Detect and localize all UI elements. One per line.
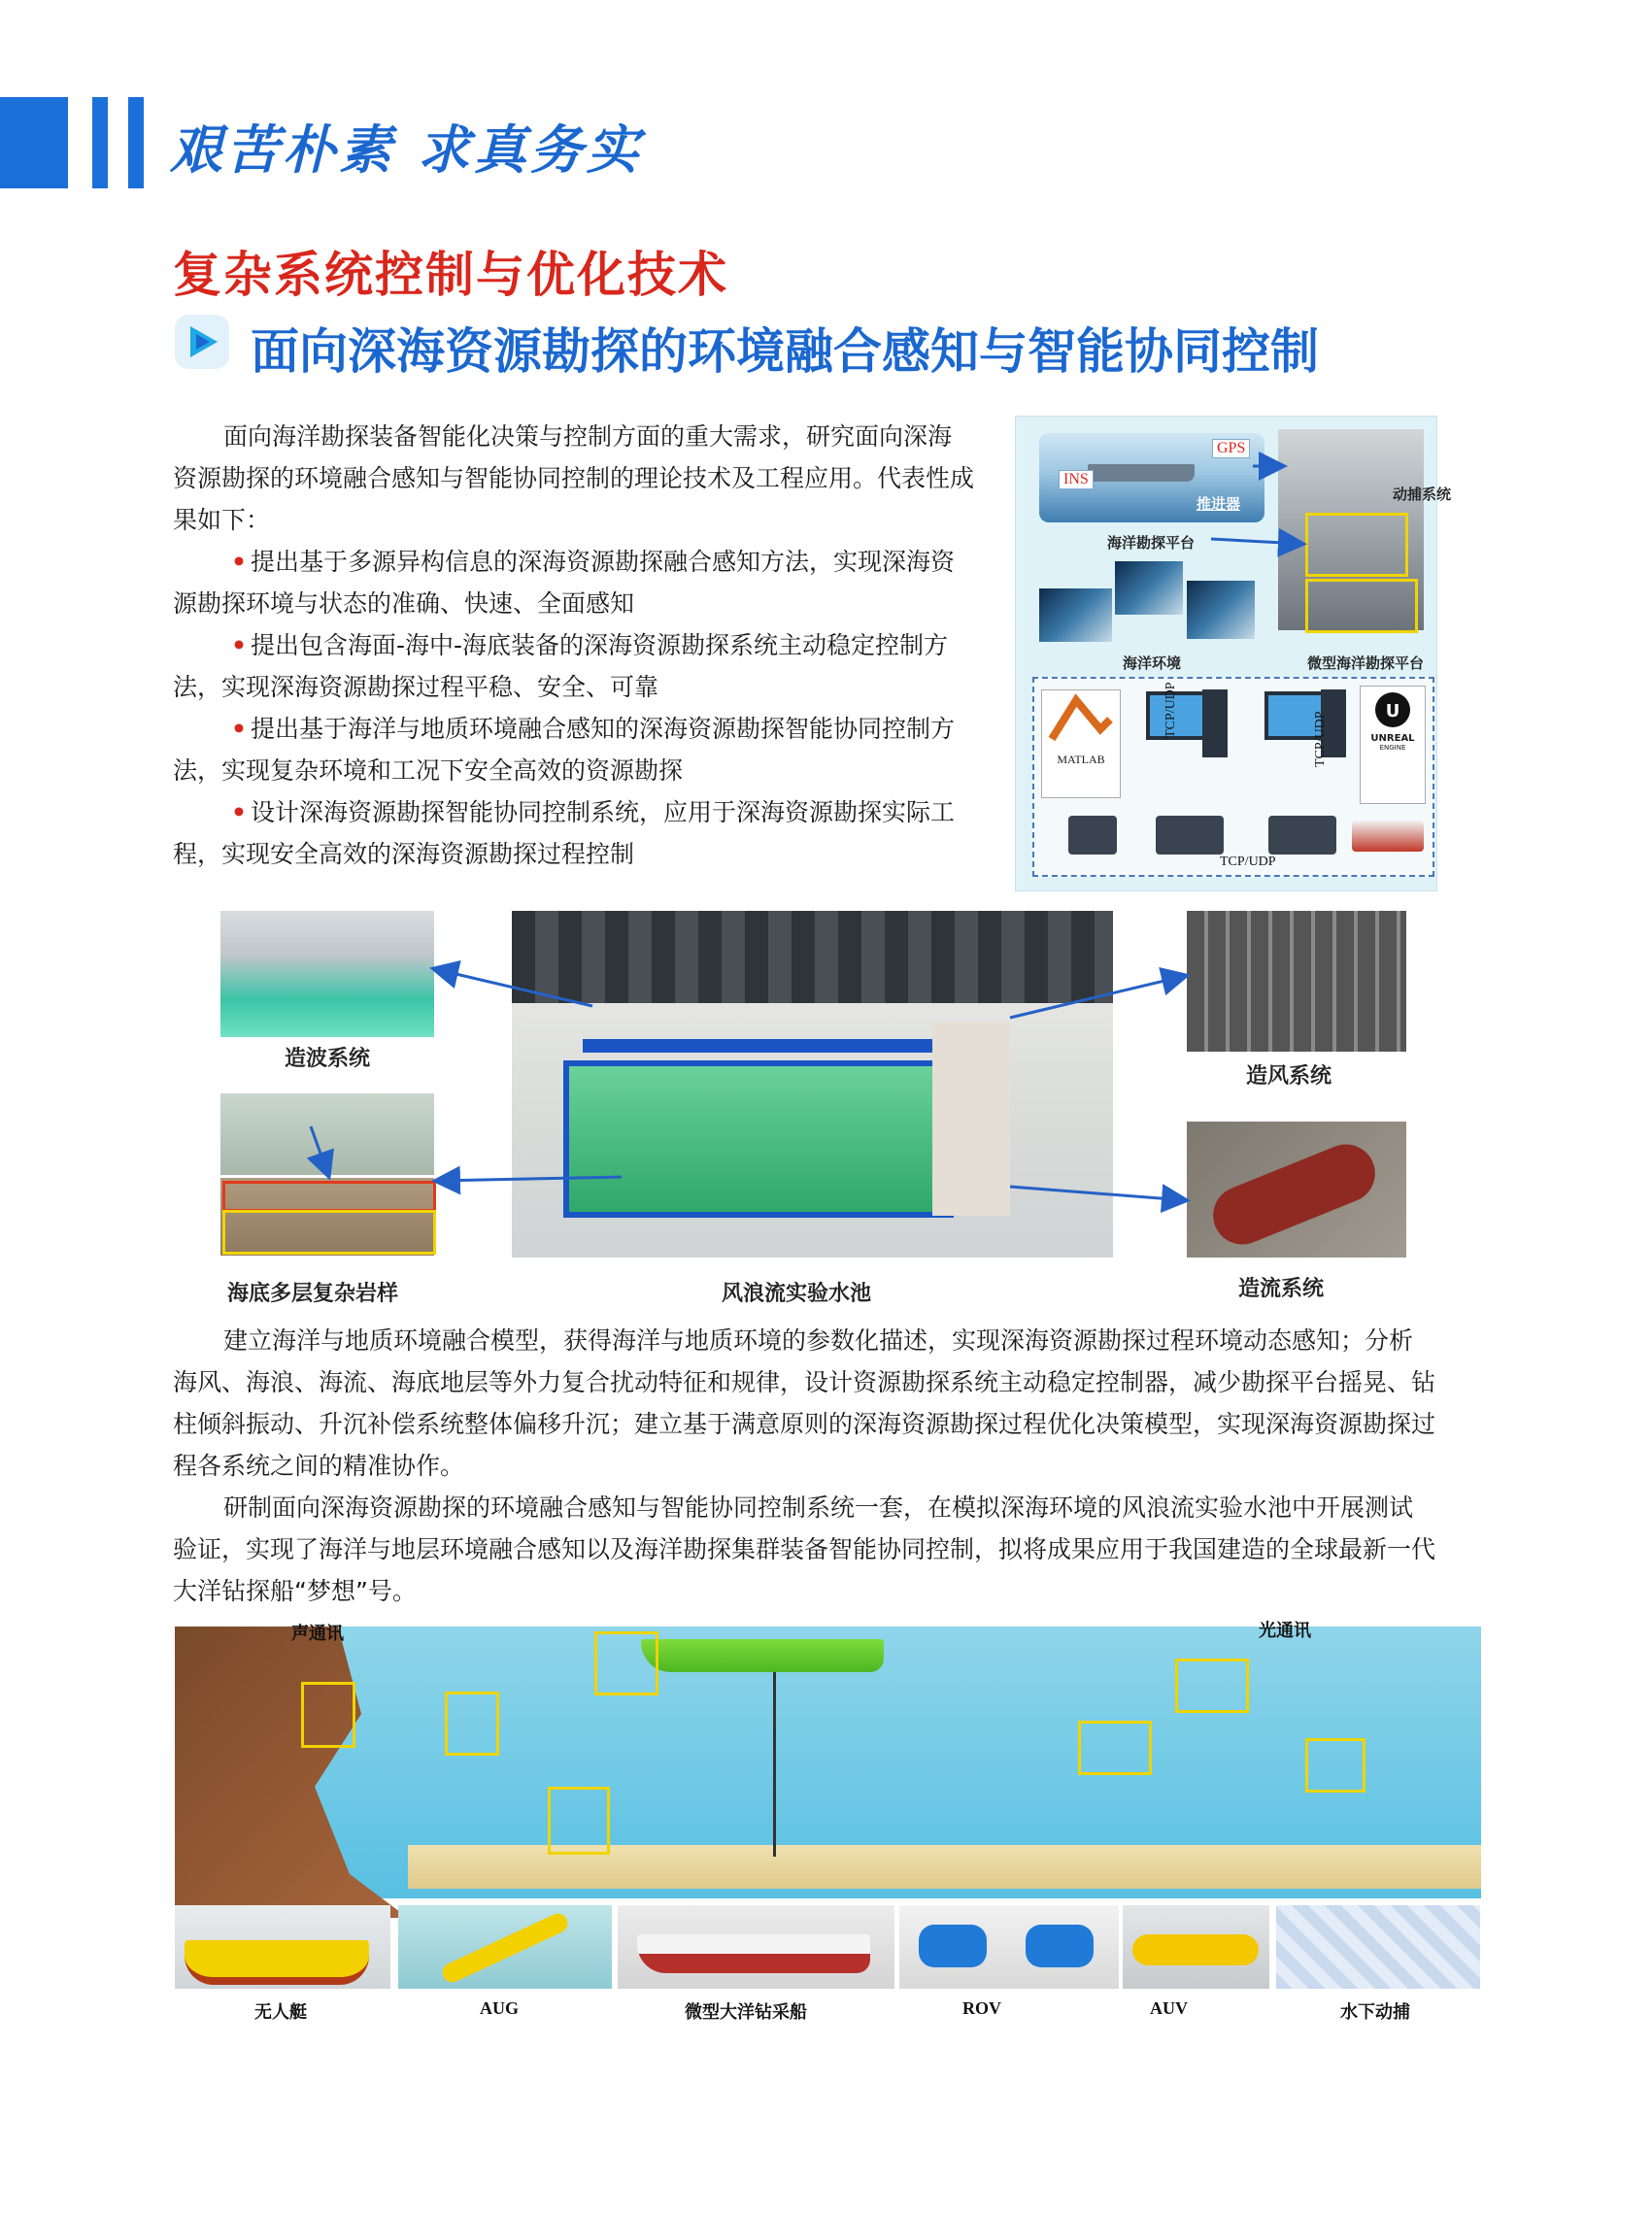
bullet-dot-icon: • [231,631,247,659]
wave-system-caption: 造波系统 [285,1047,371,1071]
intro-paragraph: 面向海洋勘探装备智能化决策与控制方面的重大需求，研究面向深海资源勘探的环境融合感知与智能协同控制的理论技术及工程应用。代表性成果如下： [173,422,975,534]
pool-caption: 风浪流实验水池 [722,1282,872,1306]
sensor-highlight-box [1305,1738,1365,1793]
flow-system-caption: 造流系统 [1238,1277,1325,1301]
gps-tag: GPS [1212,439,1250,458]
propeller-label: 推进器 [1197,495,1241,513]
rock-sample-caption: 海底多层复杂岩样 [227,1282,399,1306]
sensor-highlight-box [301,1682,355,1748]
rov-photo [899,1905,1119,1989]
aug-label: AUG [480,1998,519,2018]
usv-label: 无人艇 [254,2002,307,2023]
drill-ship-model-label: 微型大洋钻采船 [685,2002,807,2023]
sensor-highlight-box [445,1692,499,1756]
underwater-mocap-label: 水下动捕 [1340,2002,1410,2023]
arrow-line [437,1177,622,1181]
usv-hull [185,1940,369,1985]
bullet-dot-icon: • [231,548,247,576]
sensor-highlight-box [1078,1721,1152,1775]
body-paragraph: 研制面向深海资源勘探的环境融合感知与智能协同控制系统一套，在模拟深海环境的风浪流实验水池中开展测试验证，实现了海洋与地层环境融合感知以及海洋勘探集群装备智能协同控制，拟将成果应用于我国建造的全球最新一代大洋钻探船“梦想”号。 [173,1493,1436,1605]
protocol-label: TCP/UDP [1163,682,1178,738]
bullet-dot-icon: • [231,798,247,826]
motion-capture-label: 动捕系统 [1393,486,1452,503]
sensor-highlight-box [1175,1659,1249,1713]
rov-label: ROV [962,1998,1001,2018]
drilling-ship-shape [641,1639,884,1672]
wind-system-caption: 造风系统 [1246,1064,1332,1089]
acoustic-comm-label: 声通讯 [291,1624,344,1644]
rov-float [1026,1925,1094,1967]
arrow-line [435,969,592,1006]
micro-platform-label: 微型海洋勘探平台 [1307,654,1425,672]
svg-text:U: U [1385,701,1400,721]
body-text [173,1320,1435,1612]
auv-label: AUV [1150,1998,1188,2018]
rov-float [919,1925,987,1967]
ship-model-hull [637,1934,870,1973]
sensor-highlight-box [548,1787,610,1855]
underwater-mocap-photo [1276,1905,1480,1989]
bullet-dot-icon: • [231,715,247,743]
unreal-engine-label: ENGINE [1379,744,1406,752]
usv-photo [175,1905,390,1989]
ocean-environment-label: 海洋环境 [1123,654,1182,672]
arrow-line [1211,539,1301,544]
auv-photo [1123,1905,1269,1989]
achievement-item: • 设计深海资源勘探智能协同控制系统，应用于深海资源勘探实际工程，实现安全高效的深海资源勘探过程控制 [173,798,955,868]
section-title: 复杂系统控制与优化技术 [173,247,728,303]
drill-string [773,1672,776,1857]
sensor-highlight-box [594,1631,658,1695]
protocol-label: TCP/UDP [1313,711,1328,767]
aug-photo [398,1905,612,1989]
ins-tag: INS [1059,470,1094,489]
unreal-label: UNREAL [1370,733,1415,744]
school-slogan: 艰苦朴素 求真务实 [170,118,643,181]
drill-ship-model-photo [618,1905,894,1989]
subsection-title: 面向深海资源勘探的环境融合感知与智能协同控制 [251,323,1319,380]
achievement-item: • 提出基于海洋与地质环境融合感知的深海资源勘探智能协同控制方法，实现复杂环境和工况下安全高效的资源勘探 [173,715,955,785]
matlab-label: MATLAB [1057,753,1105,766]
achievement-item: • 提出基于多源异构信息的深海资源勘探融合感知方法，实现深海资源勘探环境与状态的准确、快速、全面感知 [173,548,955,618]
platform-label: 海洋勘探平台 [1107,534,1196,552]
arrow-line [1010,976,1185,1018]
optical-comm-label: 光通讯 [1259,1621,1311,1641]
arrow-line [311,1126,328,1175]
body-paragraph: 建立海洋与地质环境融合模型，获得海洋与地质环境的参数化描述，实现深海资源勘探过程环境动态感知；分析海风、海浪、海流、海底地层等外力复合扰动特征和规律，设计资源勘探系统主动稳定控制器，减少勘探平台摇晃、钻柱倾斜振动、升沉补偿系统整体偏移升沉；建立基于满意原则的深海资源勘探过程优化决策模型，实现深海资源勘探过程各系统之间的精准协作。 [173,1326,1436,1480]
achievement-item: • 提出包含海面-海中-海底装备的深海资源勘探系统主动稳定控制方法，实现深海资源勘探过程平稳、安全、可靠 [173,631,949,701]
auv-body [1132,1934,1259,1965]
aug-body [439,1910,570,1985]
arrow-line [1010,1187,1185,1200]
protocol-label: TCP/UDP [1220,855,1276,869]
